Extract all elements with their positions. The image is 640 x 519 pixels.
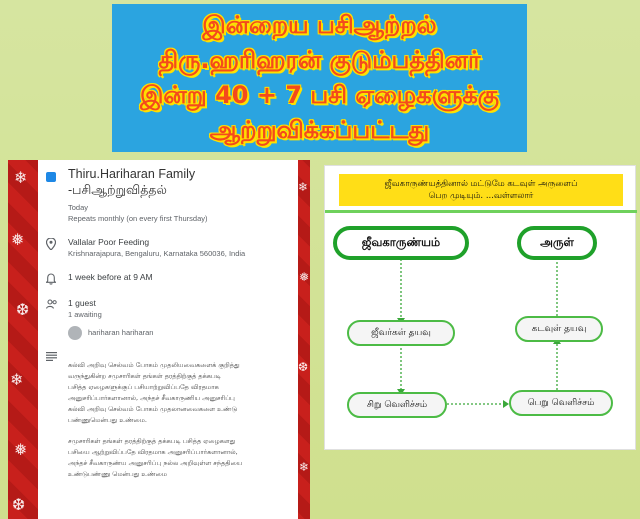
reminder-text: 1 week before at 9 AM: [68, 272, 153, 282]
node-jeevakarunyam-label: ஜீவகாருண்யம்: [361, 235, 441, 249]
event-title: Thiru.Hariharan Family: [68, 167, 196, 181]
snowflake-icon: ❄: [10, 370, 24, 389]
event-title-row: [46, 166, 290, 224]
snowflake-icon: ❄: [299, 460, 310, 474]
description-p1-line: பசித்த ஏழைகளுக்குப் பசியாற்றுவிப்பதே விரதமாக: [68, 383, 219, 391]
guest-name: hariharan hariharan: [88, 327, 154, 337]
snowflake-icon: ❆: [12, 495, 26, 514]
description-p2-line: அந்தச் சீவகாருண்ய அனுசரிப்பு நல்ல அறிவுள்ள சந்ததியை: [68, 459, 243, 467]
description-p1-line: கல்வி அறிவு செல்வம் போகம் முதலியவைகளைக் குறித்து: [68, 361, 240, 369]
description-p2-line: உண்டுபண்ணு மென்பது உண்மை: [68, 470, 167, 478]
description-p1-line: அனுசரிப்பார்களானால், அந்தச் சீவகாருணிய அனுசரிப்பு: [68, 394, 235, 402]
node-kadavul-dayavu-label: கடவுள் தயவு: [531, 323, 587, 334]
event-card: [38, 160, 298, 519]
snowflake-icon: ❆: [16, 300, 30, 319]
bell-icon: [46, 273, 56, 285]
guests-count: 1 guest: [68, 298, 96, 308]
node-peru-velicham-label: பெறு வெளிச்சம்: [527, 397, 595, 408]
snowflake-icon: ❅: [14, 440, 28, 459]
location-address: Krishnarajapura, Bengaluru, Karnataka 560036, India: [68, 249, 246, 258]
description-p1-line: கல்வி அறிவு செல்வம் போகம் முதலானவைகளை உண்டு: [68, 405, 238, 413]
snowflake-icon: ❅: [11, 230, 25, 249]
event-title-tamil: -பசிஆற்றுவித்தல்: [68, 183, 167, 197]
avatar: [68, 326, 82, 340]
diagram-header-line-2: பெற முடியும். ...வள்ளலார்: [428, 191, 534, 201]
snowflake-icon: ❆: [298, 360, 309, 374]
guest-entry[interactable]: [68, 326, 290, 340]
diagram-header-line-1: ஜீவகாருண்யத்தினால் மட்டுமே கடவுள் அருளைப்: [384, 179, 578, 189]
snowflake-icon: ❅: [299, 270, 310, 284]
description-p1-line: பண்ணுமென்பது உண்மை.: [68, 416, 147, 424]
description-p2-line: சமுசாரிகள் தங்கள் தரத்திற்குத் தக்கபடி பசித்த ஏழைகளது: [68, 437, 236, 445]
snowflake-icon: ❄: [298, 180, 309, 194]
description-row: [46, 350, 290, 480]
node-arul-label: அருள்: [540, 235, 574, 249]
reminder-row[interactable]: [46, 271, 290, 285]
node-jeevargal-dayavu-label: ஜீவர்கள் தயவு: [371, 327, 431, 338]
people-icon: [46, 299, 58, 309]
banner-line-3: இன்று 40 + 7 பசி ஏழைகளுக்கு: [140, 81, 499, 109]
notes-icon: [46, 352, 57, 361]
snowflake-icon: ❄: [14, 168, 28, 187]
title-banner: [112, 4, 527, 152]
node-jeevakarunyam: [333, 226, 469, 260]
description-p2-line: பசியை ஆற்றுவிப்பதே விரதமாக அனுசரிப்பார்களானால்,: [68, 448, 238, 456]
guests-row[interactable]: [46, 297, 290, 340]
location-pin-icon: [46, 238, 56, 250]
event-color-icon: [46, 172, 56, 182]
guests-awaiting: 1 awaiting: [68, 310, 102, 319]
description-p1-line: வருந்துகின்ற சமுசாரிகள் தங்கள் தரத்திற்குத் தக்கபடி: [68, 372, 221, 380]
event-date: Today: [68, 203, 89, 212]
event-repeat: Repeats monthly (on every first Thursday): [68, 214, 208, 223]
banner-line-4: ஆற்றுவிக்கப்பட்டது: [209, 116, 430, 144]
node-siru-velicham-label: சிறு வெளிச்சம்: [366, 399, 428, 410]
banner-line-2: திரு.ஹரிஹரன் குடும்பத்தினர்: [158, 46, 481, 74]
node-peru-velicham: [509, 390, 613, 416]
node-arul: [517, 226, 597, 260]
location-row[interactable]: [46, 236, 290, 259]
node-kadavul-dayavu: [515, 316, 603, 342]
node-jeevargal-dayavu: [347, 320, 455, 346]
location-name: Vallalar Poor Feeding: [68, 237, 150, 247]
festive-frame: [8, 160, 310, 519]
flow-diagram: [324, 165, 636, 450]
banner-line-1: இன்றைய பசிஆற்றல்: [202, 11, 437, 39]
node-siru-velicham: [347, 392, 447, 418]
